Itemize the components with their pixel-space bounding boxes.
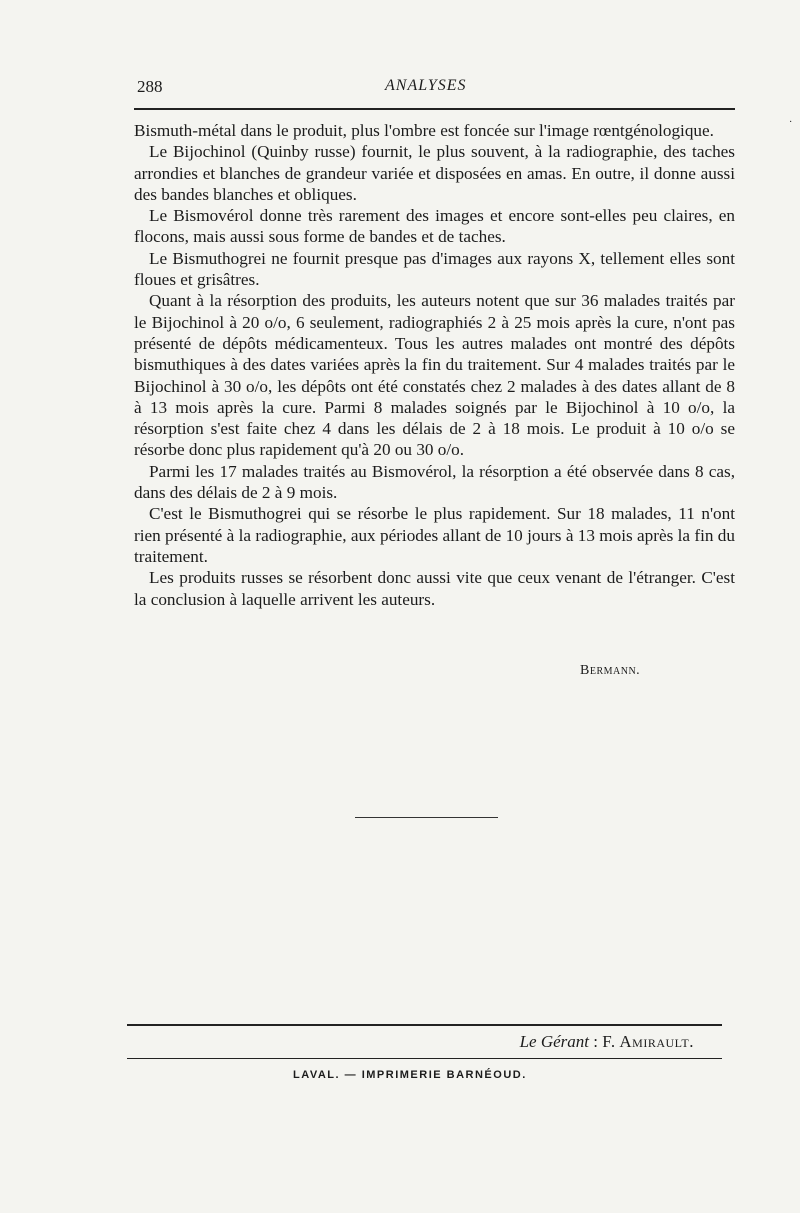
author-signature: Bermann. — [580, 663, 641, 678]
gerant-name: F. Amirault. — [602, 1032, 694, 1051]
footer-rule-bottom — [127, 1058, 722, 1059]
paragraph-bismuthogrei-resorption: C'est le Bismuthogrei qui se résorbe le plus rapidement. Sur 18 malades, 11 n'ont rien présenté à la radiographie, aux périodes allant de 10 jours à 13 mois après la fin du traitement. — [134, 504, 735, 566]
page-number: 288 — [137, 77, 163, 96]
paragraph-conclusion: Les produits russes se résorbent donc aussi vite que ceux venant de l'étranger. C'est la conclusion à laquelle arrivent les auteurs. — [134, 568, 735, 609]
gerant-separator: : — [589, 1032, 603, 1051]
article-body — [134, 120, 735, 610]
printer-imprint: LAVAL. — IMPRIMERIE BARNÉOUD. — [293, 1069, 527, 1081]
paragraph-bismoverol-resorption: Parmi les 17 malades traités au Bismovérol, la résorption a été observée dans 8 cas, dans des délais de 2 à 9 mois. — [134, 461, 735, 503]
gerant-label: Le Gérant — [519, 1032, 590, 1051]
header-rule — [134, 108, 735, 110]
running-head: ANALYSES — [385, 77, 467, 94]
paragraph-continued: Bismuth-métal dans le produit, plus l'ombre est foncée sur l'image rœntgénologique. — [134, 121, 714, 140]
paragraph-resorption: Quant à la résorption des produits, les auteurs notent que sur 36 malades traités par le Bijochinol à 20 o/o, 6 seulement, radiographiés 2 à 25 mois après la cure, n'ont pas présenté de dépôts médicamenteux. Tous les autres malades ont montré des dépôts bismuthiques à des dates variées après la fin du traitement. Sur 4 malades traités par le Bijochinol à 30 o/o, les dépôts ont été constatés chez 2 malades à des dates allant de 8 à 13 mois après la cure. Parmi 8 malades soignés par le Bijochinol à 10 o/o, la résorption s'est faite chez 4 dans les délais de 2 à 18 mois. Le produit à 10 o/o se résorbe donc plus rapidement qu'à 20 ou 30 o/o. — [134, 291, 735, 460]
margin-mark: · — [789, 117, 793, 128]
gerant-line — [520, 1032, 694, 1052]
paragraph-bismuthogrei: Le Bismuthogrei ne fournit presque pas d'images aux rayons X, tellement elles sont floues et grisâtres. — [134, 248, 735, 290]
paragraph-bismoverol: Le Bismovérol donne très rarement des images et encore sont-elles peu claires, en flocons, mais aussi sous forme de bandes et de taches. — [134, 206, 735, 247]
end-rule — [355, 817, 498, 818]
paragraph-bijochinol: Le Bijochinol (Quinby russe) fournit, le plus souvent, à la radiographie, des taches arrondies et blanches de grandeur variée et disposées en amas. En outre, il donne aussi des bandes blanches et obliques. — [134, 142, 735, 204]
footer-rule-top — [127, 1024, 722, 1026]
